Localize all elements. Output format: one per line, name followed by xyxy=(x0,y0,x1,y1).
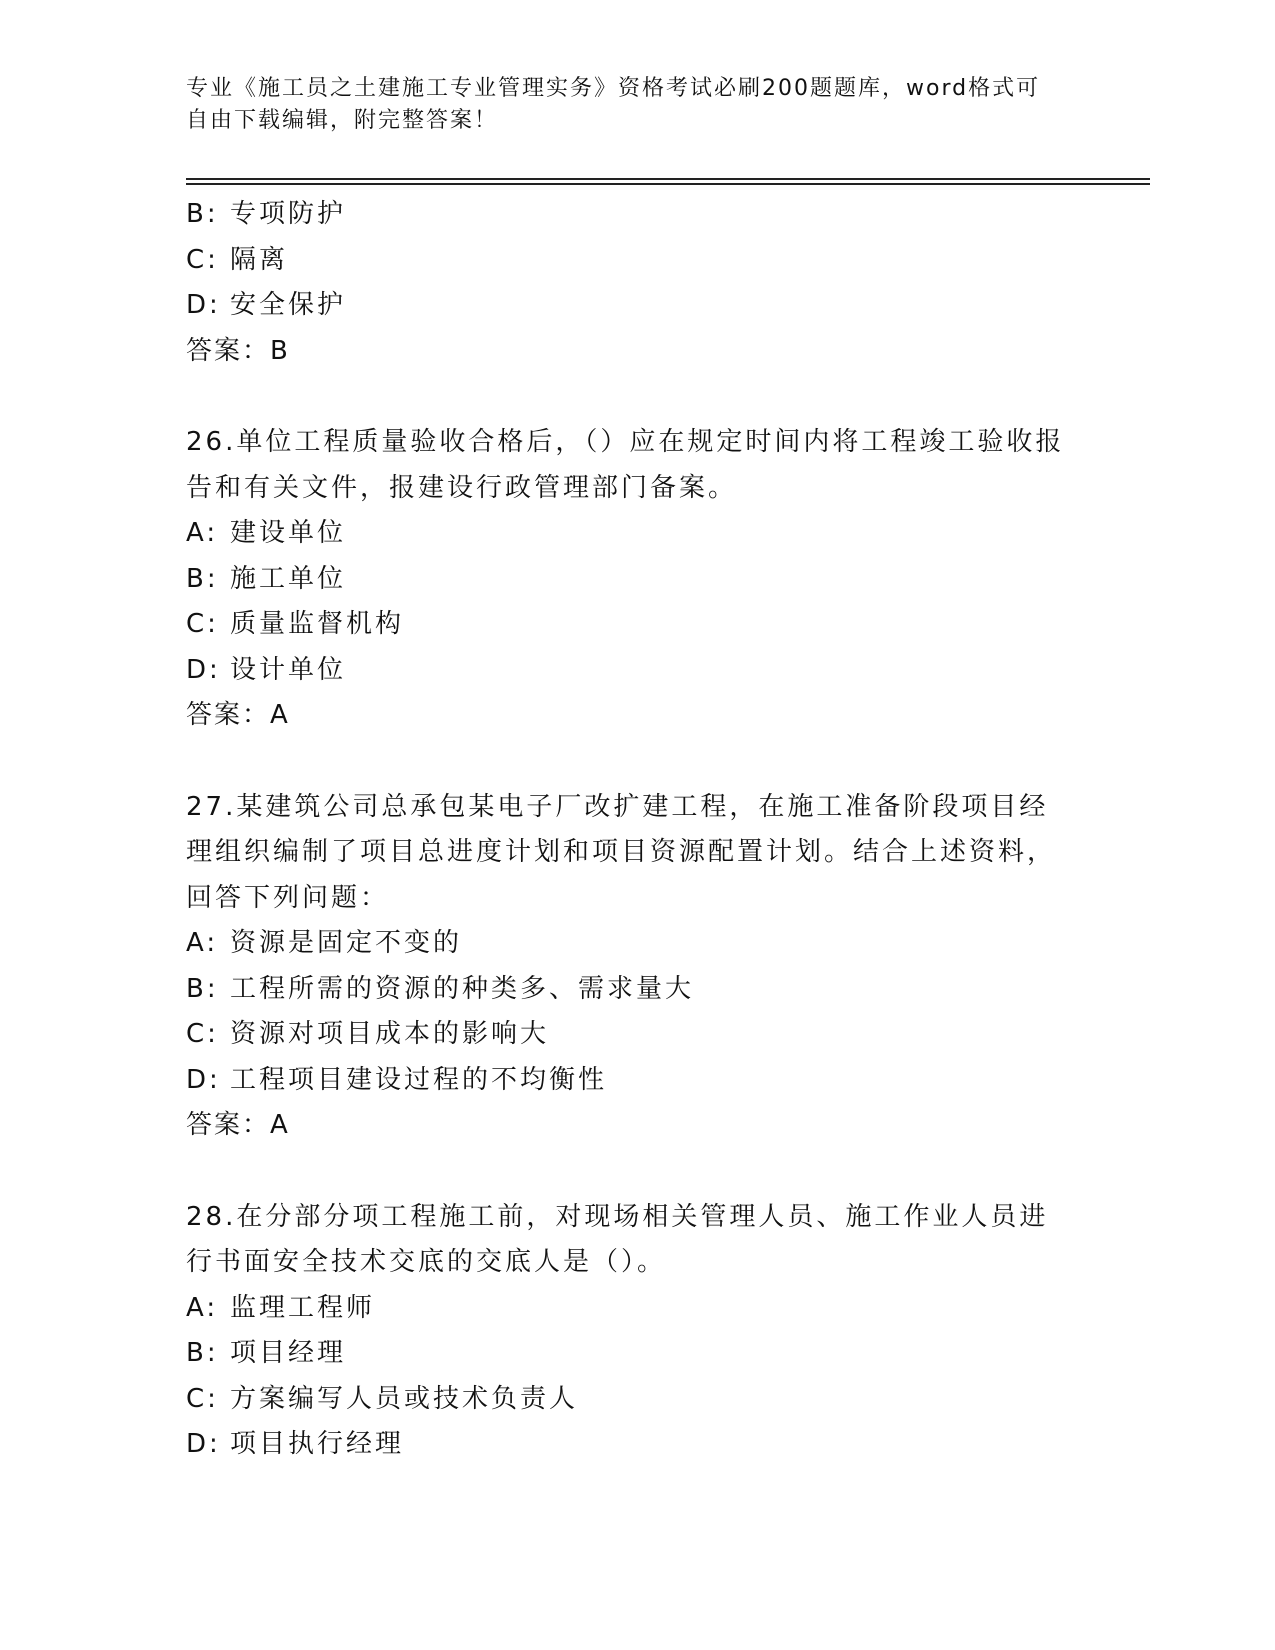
option-a: A: 监理工程师 xyxy=(186,1292,376,1323)
question-stem: 28.在分部分项工程施工前，对现场相关管理人员、施工作业人员进行书面安全技术交底的交底人是（）。 xyxy=(186,1201,1049,1277)
header-divider-bottom xyxy=(186,183,1150,185)
option-d: D: 设计单位 xyxy=(186,654,347,685)
option-c: C: 隔离 xyxy=(186,244,289,275)
question-27 xyxy=(186,785,1086,1149)
option-c: C: 资源对项目成本的影响大 xyxy=(186,1019,550,1049)
option-d: D: 安全保护 xyxy=(186,290,347,320)
question-26 xyxy=(186,420,1086,739)
question-stem: 27.某建筑公司总承包某电子厂改扩建工程，在施工准备阶段项目经理组织编制了项目总进度计划和项目资源配置计划。结合上述资料，回答下列问题： xyxy=(186,791,1057,913)
option-d: D: 工程项目建设过程的不均衡性 xyxy=(186,1064,608,1095)
option-a: A: 资源是固定不变的 xyxy=(186,928,463,958)
question-stem: 26.单位工程质量验收合格后，（）应在规定时间内将工程竣工验收报告和有关文件，报建设行政管理部门备案。 xyxy=(186,427,1065,503)
header-line-2: 自由下载编辑，附完整答案！ xyxy=(186,108,499,133)
option-c: C: 方案编写人员或技术负责人 xyxy=(186,1383,579,1414)
answer-line: 答案：A xyxy=(186,700,290,730)
option-b: B: 施工单位 xyxy=(186,563,347,594)
question-28 xyxy=(186,1195,1086,1468)
option-c: C: 质量监督机构 xyxy=(186,609,405,639)
option-a: A: 建设单位 xyxy=(186,518,347,548)
prev-question-block xyxy=(186,192,1086,374)
document-header xyxy=(186,73,1086,137)
option-b: B: 专项防护 xyxy=(186,199,347,229)
answer-line: 答案：A xyxy=(186,1110,290,1140)
header-divider-top xyxy=(186,178,1150,180)
answer-line: 答案：B xyxy=(186,335,290,366)
option-b: B: 工程所需的资源的种类多、需求量大 xyxy=(186,973,695,1004)
header-line-1: 专业《施工员之土建施工专业管理实务》资格考试必刷200题题库，word格式可 xyxy=(186,76,1041,101)
option-d: D: 项目执行经理 xyxy=(186,1429,405,1459)
option-b: B: 项目经理 xyxy=(186,1338,347,1368)
question-content xyxy=(186,192,1086,1468)
